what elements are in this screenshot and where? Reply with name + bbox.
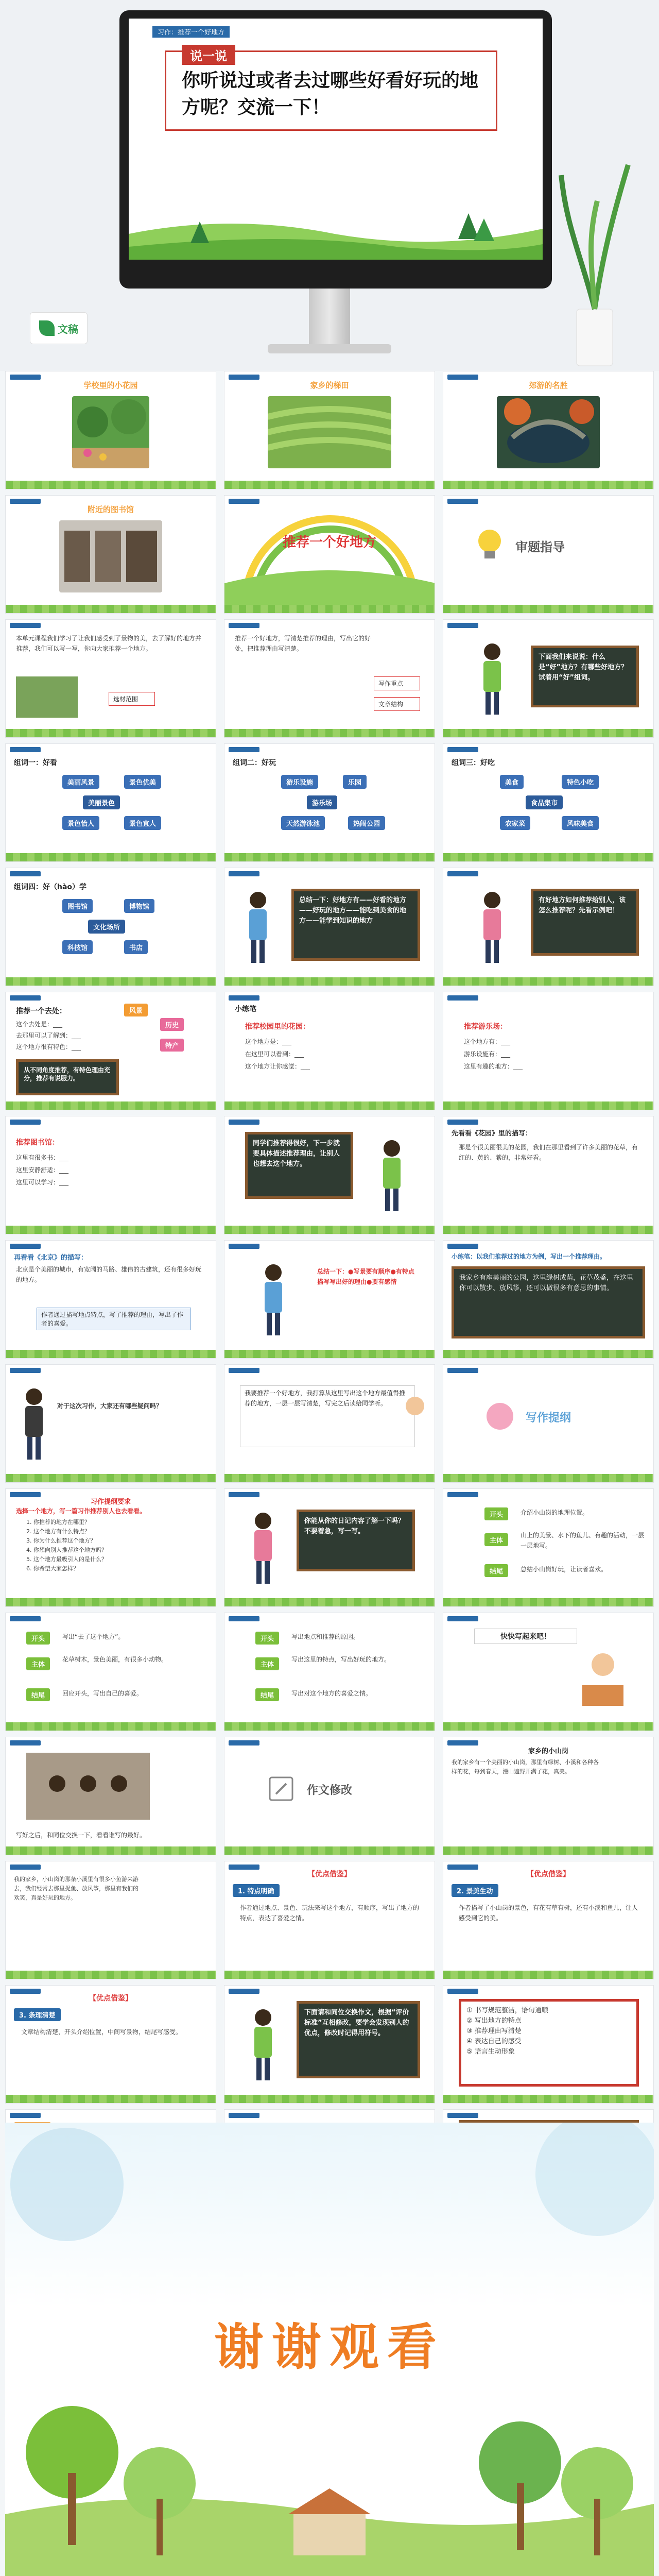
merit-tag: 1. 特点明确	[233, 1884, 280, 1897]
essay-body: 我的家乡，小山岗的那条小溪里有很多小鱼游来游去，我们经常去那里捉鱼、放风筝，那里有我们的欢笑，真是好玩的地方。	[14, 1876, 138, 1901]
outline-label: 结尾	[484, 1564, 508, 1577]
rainbow-illustration	[224, 496, 435, 614]
note-box: 作者通过描写地点特点，写了推荐的理由，写出了作者的喜爱。	[37, 1308, 191, 1330]
slide-start-writing	[443, 1613, 654, 1731]
speech-label: 说一说	[182, 45, 235, 65]
photo-thumbnail	[16, 676, 78, 718]
slide-sample-essay	[443, 1737, 654, 1855]
slide-plan	[224, 1364, 435, 1483]
req-item: 4. 你想向别人推荐这个地方吗？	[26, 1547, 107, 1553]
slide-header-bar	[447, 1492, 478, 1497]
outline-line: 写出对这个地方的喜爱之情。	[291, 1690, 372, 1697]
slide-caption: 附近的图书馆	[87, 505, 134, 514]
criteria-item: ⑤ 语言生动形象	[466, 2048, 515, 2056]
slide-teacher-question	[443, 619, 654, 738]
slide-header-bar	[229, 747, 259, 752]
classroom-photo	[26, 1753, 150, 1820]
merit-head: 【优点借鉴】	[527, 1870, 570, 1878]
word-chip: 游乐设施	[281, 775, 318, 789]
word-chip: 景色优美	[124, 775, 161, 789]
slide-summary-places	[224, 868, 435, 986]
slide-outline-title	[443, 1364, 654, 1483]
slide-outline-reqs	[5, 1488, 216, 1607]
word-chip: 热闹公园	[348, 816, 385, 830]
slide-topic-guide	[443, 495, 654, 614]
slide-header-bar	[10, 375, 41, 380]
word-chip: 景色怡人	[62, 816, 99, 830]
teacher-illustration	[374, 1137, 410, 1214]
outline-line: 写出地点和推荐的原因。	[291, 1633, 360, 1640]
merit-tag: 3. 条理清楚	[14, 2008, 61, 2021]
merit-text: 作者描写了小山岗的景色，有花有草有树，还有小溪和鱼儿，让人感受到它的美。	[459, 1904, 638, 1922]
req-item: 6. 你希望大家怎样？	[26, 1565, 79, 1572]
monitor	[119, 10, 552, 289]
example-head: 先看看《花园》里的描写：	[452, 1130, 532, 1138]
teacher-illustration	[474, 640, 510, 718]
library-photo	[59, 520, 162, 592]
garden-photo	[72, 396, 149, 468]
tag-bubble: 特产	[160, 1039, 184, 1052]
slide-header-bar	[447, 1616, 478, 1621]
slide-title: 推荐一个去处：	[16, 1007, 66, 1015]
monitor-screen	[129, 19, 543, 260]
slide-header-bar	[10, 995, 41, 1001]
slide-diary	[224, 1488, 435, 1607]
word-chip: 科技馆	[62, 940, 93, 954]
outline-label: 主体	[255, 1657, 279, 1670]
question-text: 对于这次习作，大家还有哪些疑问吗？	[57, 1402, 163, 1410]
slide-outline-b	[224, 1613, 435, 1731]
summary-text: 总结一下：●写景要有顺序●有特点描写写出好的理由●要有感情	[317, 1268, 414, 1285]
bridge-photo	[497, 396, 600, 468]
word-chip: 游乐场	[307, 795, 337, 809]
tag-bubble: 历史	[160, 1018, 184, 1031]
tag-box: 写作重点	[374, 676, 420, 690]
slide-header-bar	[447, 747, 478, 752]
slide-header-bar	[229, 1368, 259, 1373]
slide-title: 写作提纲	[526, 1412, 571, 1425]
outline-label: 开头	[255, 1632, 279, 1645]
slide-header-bar	[10, 2113, 41, 2118]
speech-bubble: 快快写起来吧！	[474, 1629, 577, 1644]
slide-body: 那是个很美丽很美的花园，我们在那里看到了许多美丽的花草，有红的、黄的、紫的，非常好看。	[459, 1144, 638, 1161]
slide-header-bar	[10, 1120, 41, 1125]
example-head: 再看看《北京》的描写：	[14, 1254, 88, 1262]
slide-words-3	[443, 743, 654, 862]
slide-header-bar	[10, 1244, 41, 1249]
slide-header-bar	[229, 2113, 259, 2118]
slide-exchange	[5, 1737, 216, 1855]
fill-line: 这里有很多书：___	[16, 1154, 69, 1161]
slide-photo-library	[5, 495, 216, 614]
slide-caption: 家乡的梯田	[310, 381, 349, 390]
slide-title: 审题指导	[515, 540, 565, 554]
outline-line: 花草树木，景色美丽，有很多小动物。	[62, 1656, 168, 1663]
student-writing-illustration	[577, 1649, 629, 1711]
tag-box: 文章结构	[374, 697, 420, 711]
merit-tag: 2. 景美生动	[452, 1884, 498, 1897]
fill-line: 这个地方是：___	[245, 1038, 292, 1045]
hero-cover	[0, 0, 659, 371]
slide-header-bar	[447, 499, 478, 504]
outline-label: 主体	[26, 1657, 50, 1670]
practice-head: 推荐游乐场：	[464, 1023, 507, 1031]
thanks-text: 谢谢观看	[214, 2318, 445, 2376]
slide-header-bar	[10, 623, 41, 628]
fill-line: 这个地方很有特色：___	[16, 1043, 81, 1050]
slide-practice-write	[443, 1240, 654, 1359]
slide-grid	[5, 371, 654, 2228]
slide-photo-terraces	[224, 371, 435, 489]
slide-header-bar	[10, 747, 41, 752]
slide-header-bar	[10, 1368, 41, 1373]
slide-header-bar	[229, 623, 259, 628]
speech-box	[165, 50, 497, 131]
outline-line: 写出“去了这个地方”。	[62, 1633, 125, 1640]
brain-icon	[484, 1401, 515, 1432]
slide-outline-hill	[443, 1488, 654, 1607]
chalkboard: 有好地方如何推荐给别人，该怎么推荐呢？先看示例吧！	[531, 889, 639, 956]
thanks-slide	[5, 2123, 654, 2576]
lightbulb-icon	[474, 527, 505, 563]
slide-photo-garden	[5, 371, 216, 489]
slide-header-bar	[447, 1368, 478, 1373]
slide-title: 作文修改	[307, 1784, 353, 1797]
word-chip: 乐园	[343, 775, 367, 789]
word-chip: 特色小吃	[562, 775, 599, 789]
child-avatar	[405, 1396, 425, 1416]
plant-illustration	[551, 155, 638, 371]
terraces-photo	[268, 396, 391, 468]
slide-header-bar	[447, 623, 478, 628]
teacher-illustration	[240, 889, 276, 966]
slide-header-bar	[10, 499, 41, 504]
slide-photo-scenic	[443, 371, 654, 489]
lesson-tag: 习作：推荐一个好地方	[152, 26, 230, 38]
req-item: 3. 你为什么推荐这个地方？	[26, 1537, 96, 1544]
slide-words-1	[5, 743, 216, 862]
criteria-item: ① 书写规范整洁，语句通顺	[466, 2007, 548, 2014]
outline-label: 主体	[484, 1533, 508, 1546]
criteria-item: ③ 推荐理由写清楚	[466, 2027, 522, 2035]
slide-criteria	[443, 1985, 654, 2104]
word-chip: 风味美食	[562, 816, 599, 830]
slide-writing-focus	[224, 619, 435, 738]
practice-head: 小练笔：以我们推荐过的地方为例，写出一个推荐理由。	[452, 1253, 606, 1260]
practice-head: 推荐图书馆：	[16, 1139, 59, 1147]
slide-practice-garden	[224, 992, 435, 1110]
teacher-illustration	[255, 1261, 291, 1338]
slide-title: 习作提纲要求	[90, 1498, 131, 1506]
teacher-illustration	[245, 2006, 281, 2083]
teacher-illustration	[245, 1510, 281, 1587]
hills-illustration	[129, 203, 543, 260]
slide-title: 小练笔	[235, 1005, 256, 1013]
fill-line: 这里安静舒适：___	[16, 1166, 69, 1174]
outline-label: 结尾	[255, 1688, 279, 1701]
fill-line: 这个地方有：___	[464, 1038, 511, 1045]
word-chip: 美丽景色	[83, 795, 120, 809]
chalkboard: 从不同角度推荐，有特色理由充分，推荐有说服力。	[16, 1059, 119, 1095]
slide-body: 北京是个美丽的城市，有宽阔的马路、雄伟的古建筑，还有很多好玩的地方。	[16, 1266, 202, 1283]
fill-line: 去那里可以了解到：___	[16, 1032, 81, 1039]
req-head: 选择一个地方，写一篇习作推荐别人也去看看。	[16, 1507, 146, 1515]
word-chip: 天然游泳池	[281, 816, 325, 830]
chalkboard: 下面我们来说说：什么是“好”地方？有哪些好地方？试着用“好”组词。	[531, 646, 639, 707]
speech-bubble: 我要推荐一个好地方，我打算从这里写出这个地方最值得推荐的地方，一层一层写清楚，写完之后读给同学听。	[240, 1385, 415, 1447]
slide-words-4	[5, 868, 216, 986]
slide-essay-comments	[5, 1861, 216, 1979]
slide-caption: 郊游的名胜	[529, 381, 568, 390]
outline-line: 写出这里的特点，写出好玩的地方。	[291, 1656, 391, 1663]
teacher-illustration	[474, 889, 510, 966]
word-chip: 文化场所	[88, 920, 125, 934]
word-chip: 农家菜	[500, 816, 530, 830]
slide-header-bar	[447, 1244, 478, 1249]
speech-text: 你听说过或者去过哪些好看好玩的地方呢？交流一下！	[182, 70, 479, 118]
logo-text: 文稿	[58, 323, 78, 335]
word-chip: 博物馆	[124, 899, 154, 913]
slide-questions	[5, 1364, 216, 1483]
practice-head: 推荐校园里的花园：	[245, 1023, 310, 1031]
outline-label: 开头	[26, 1632, 50, 1645]
slide-merit-3	[5, 1985, 216, 2104]
fill-line: 在这里可以看到：___	[245, 1050, 304, 1058]
slide-recommend-example	[5, 992, 216, 1110]
slide-example-beijing	[5, 1240, 216, 1359]
slide-header-bar	[447, 995, 478, 1001]
req-item: 1. 你推荐的地方在哪里？	[26, 1519, 90, 1526]
essay-title: 家乡的小山岗	[528, 1748, 568, 1755]
slide-header-bar	[447, 871, 478, 876]
chalkboard: 你能从你的日记内容了解一下吗？不要着急，写一写。	[297, 1510, 415, 1571]
outline-line: 山上的美景、水下的鱼儿、有趣的活动，一层一层地写。	[521, 1532, 645, 1549]
slide-body: 推荐一个好地方，写清楚推荐的理由，写出它的好处，把推荐理由写清楚。	[235, 635, 371, 652]
slide-header-bar	[229, 1616, 259, 1621]
slide-summary-writing	[224, 1240, 435, 1359]
chalkboard: 下面请和同位交换作文，根据“评价标准”互相修改，要学会发现别人的优点，修改时记得用符号。	[297, 2001, 420, 2078]
leaf-icon	[39, 320, 55, 336]
req-item: 2. 这个地方有什么特点？	[26, 1528, 90, 1535]
slide-header-bar	[229, 871, 259, 876]
word-chip: 美食	[500, 775, 524, 789]
brand-logo	[30, 312, 88, 344]
merit-text: 作者通过地点、景色、玩法来写这个地方，有顺序，写出了地方的特点，表达了喜爱之情。	[240, 1904, 420, 1922]
teacher-illustration	[16, 1385, 52, 1463]
word-chip: 图书馆	[62, 899, 93, 913]
words-label: 组词四：好（hào）学	[14, 883, 87, 891]
tag-box: 选材范围	[109, 692, 155, 706]
criteria-board	[459, 1999, 639, 2087]
slide-header-bar	[447, 375, 478, 380]
slide-merit-1	[224, 1861, 435, 1979]
words-label: 组词三：好吃	[452, 759, 495, 767]
slide-body: 写好之后，和同位交换一下，看看谁写的最好。	[16, 1832, 146, 1839]
slide-header-bar	[447, 1989, 478, 1994]
outline-line: 介绍小山岗的地理位置。	[521, 1509, 589, 1516]
merit-text: 文章结构清楚，开头介绍位置，中间写景物，结尾写感受。	[21, 2028, 182, 2036]
fill-line: 这里可以学习：___	[16, 1179, 69, 1186]
slide-merit-2	[443, 1861, 654, 1979]
slide-header-bar	[447, 1120, 478, 1125]
slide-revision-title	[224, 1737, 435, 1855]
word-chip: 食品集市	[526, 795, 563, 809]
fill-line: 这里有趣的地方：___	[464, 1063, 523, 1070]
chalkboard: 总结一下：好地方有——好看的地方——好玩的地方——能吃到美食的地方——能学到知识的地方	[291, 889, 420, 961]
slide-header-bar	[229, 1989, 259, 1994]
outline-line: 总结小山岗好玩，让读者喜欢。	[521, 1566, 608, 1573]
slide-header-bar	[229, 1492, 259, 1497]
slide-caption: 学校里的小花园	[83, 381, 138, 390]
slide-header-bar	[229, 1120, 259, 1125]
fill-line: 这个去处是：___	[16, 1021, 63, 1028]
slide-practice-playground	[443, 992, 654, 1110]
slide-peer-review	[224, 1985, 435, 2104]
merit-head: 【优点借鉴】	[308, 1870, 351, 1878]
monitor-base	[268, 344, 391, 353]
tag-bubble: 风景	[124, 1004, 148, 1016]
words-label: 组词一：好看	[14, 759, 57, 767]
slide-body: 本单元课程我们学习了让我们感受到了景物的美，去了解好的地方并推荐，我们可以写一写，你向大家推荐一个地方。	[16, 635, 202, 652]
outline-line: 回应开头，写出自己的喜爱。	[62, 1690, 143, 1697]
merit-head: 【优点借鉴】	[89, 1994, 132, 2003]
slide-words-2	[224, 743, 435, 862]
slide-title-recommend	[224, 495, 435, 614]
fill-line: 这个地方让你感觉：___	[245, 1063, 310, 1070]
slide-next-step	[224, 1116, 435, 1234]
words-label: 组词二：好玩	[233, 759, 276, 767]
slide-header-bar	[10, 871, 41, 876]
word-chip: 景色宜人	[124, 816, 161, 830]
outline-label: 结尾	[26, 1688, 50, 1701]
slide-material-range	[5, 619, 216, 738]
slide-header-bar	[10, 1865, 41, 1870]
slide-header-bar	[447, 2113, 478, 2118]
slide-header-bar	[229, 1244, 259, 1249]
slide-header-bar	[229, 1740, 259, 1745]
word-chip: 美丽风景	[62, 775, 99, 789]
slide-header-bar	[447, 1740, 478, 1745]
chalkboard: 同学们推荐得很好，下一步就要具体描述推荐理由，让别人也想去这个地方。	[245, 1132, 353, 1199]
pencil-note-icon	[266, 1773, 297, 1804]
monitor-stand	[309, 289, 350, 345]
slide-header-bar	[10, 1616, 41, 1621]
slide-header-bar	[10, 1740, 41, 1745]
criteria-item: ② 写出地方的特点	[466, 2017, 522, 2025]
outline-label: 开头	[484, 1507, 508, 1520]
fill-line: 游乐设施有：___	[464, 1050, 511, 1058]
essay-body: 我的家乡有一个美丽的小山岗，那里有绿树、小溪和各种各样的花，每到春天，漫山遍野开满了花，真美。	[452, 1759, 599, 1775]
slide-practice-library	[5, 1116, 216, 1234]
slide-title: 推荐一个好地方	[282, 535, 376, 550]
slide-example-garden	[443, 1116, 654, 1234]
criteria-item: ④ 表达自己的感受	[466, 2038, 522, 2045]
slide-header-bar	[229, 995, 259, 1001]
slide-header-bar	[229, 375, 259, 380]
word-chip: 书店	[124, 940, 148, 954]
req-item: 5. 这个地方最吸引人的是什么？	[26, 1556, 107, 1563]
chalkboard: 我家乡有座美丽的公园，这里绿树成荫，花草茂盛，在这里你可以散步、放风筝，还可以做很多有意思的事情。	[452, 1266, 645, 1338]
slide-how-recommend	[443, 868, 654, 986]
slide-outline-a	[5, 1613, 216, 1731]
